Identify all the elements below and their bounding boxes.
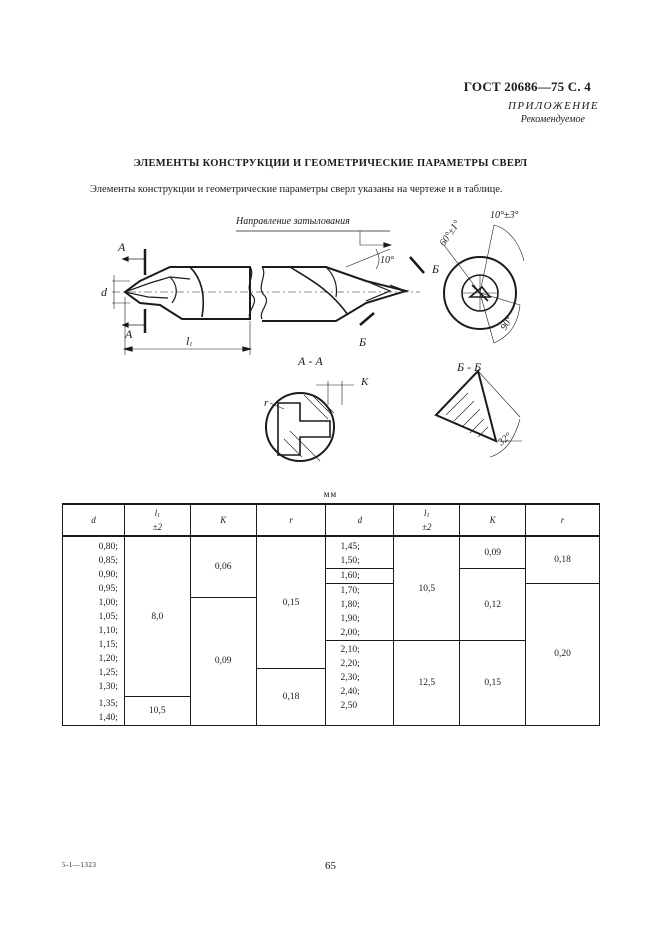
- angle-90-label: 90°: [498, 314, 516, 333]
- page-number: 65: [325, 860, 336, 872]
- parameters-table: [62, 503, 600, 726]
- l1-right-1: 10,5: [394, 536, 460, 641]
- d-values-right-4: 2,10; 2,20; 2,30; 2,40; 2,50: [326, 641, 394, 726]
- l1-left-1: 8,0: [124, 536, 190, 697]
- angle-32-label: 32°: [496, 430, 514, 449]
- d-values-left-2: 1,35; 1,40;: [63, 697, 125, 726]
- units-label: мм: [323, 489, 338, 499]
- r-label: r: [264, 397, 269, 409]
- print-code: 5-1—1323: [62, 861, 97, 869]
- k-left-2: 0,09: [190, 598, 256, 726]
- r-left-1: 0,15: [256, 536, 326, 669]
- section-b-mark-bottom: Б: [359, 335, 367, 349]
- section-b-mark-top: Б: [432, 262, 440, 276]
- header-k-2: К: [460, 504, 526, 536]
- view-aa-label: А - А: [298, 354, 323, 368]
- k-right-3: 0,15: [460, 641, 526, 726]
- section-a-mark-top: А: [118, 240, 126, 254]
- r-right-2: 0,20: [526, 584, 600, 726]
- drill-side-view: [112, 231, 424, 355]
- k-right-2: 0,12: [460, 569, 526, 641]
- k-left-1: 0,06: [190, 536, 256, 598]
- section-aa: [266, 381, 354, 461]
- section-title: ЭЛЕМЕНТЫ КОНСТРУКЦИИ И ГЕОМЕТРИЧЕСКИЕ ПАРАМЕТРЫ СВЕРЛ: [133, 158, 528, 169]
- angle-60-label: 60°±1°: [437, 218, 463, 249]
- angle-10-3-label: 10°±3°: [490, 210, 519, 221]
- intro-paragraph: Элементы конструкции и геометрические параметры сверл указаны на чертеже и в таблице.: [90, 184, 503, 195]
- header-r: r: [256, 504, 326, 536]
- recommended-label: Рекомендуемое: [520, 114, 585, 125]
- table-header-row: [63, 504, 600, 536]
- d-label: d: [101, 285, 107, 299]
- table-row: [63, 536, 600, 552]
- l1-label: l1: [186, 334, 193, 348]
- direction-label: Направление затылования: [236, 216, 350, 227]
- header-r-2: r: [526, 504, 600, 536]
- header-d-2: d: [326, 504, 394, 536]
- section-a-mark-bottom: А: [125, 327, 133, 341]
- angle-10-label: 10°: [380, 255, 394, 266]
- r-right-1: 0,18: [526, 536, 600, 584]
- k-right-1: 0,09: [460, 536, 526, 569]
- d-values-right-3: 1,70; 1,80; 1,90; 2,00;: [326, 584, 394, 641]
- l1-right-2: 12,5: [394, 641, 460, 726]
- d-values-left: 0,80; 0,85; 0,90; 0,95; 1,00; 1,05; 1,10; 1,15; 1,20; 1,25; 1,30;: [63, 536, 125, 697]
- drill-drawing: [90, 205, 550, 480]
- d-values-right-2: 1,60;: [326, 569, 394, 584]
- r-left-2: 0,18: [256, 669, 326, 726]
- l1-left-2: 10,5: [124, 697, 190, 726]
- header-k: К: [190, 504, 256, 536]
- header-l1: l1 ±2: [124, 504, 190, 536]
- standard-header: ГОСТ 20686—75 С. 4: [463, 79, 591, 94]
- view-bb-label: Б - Б: [457, 360, 482, 374]
- k-label: К: [361, 376, 369, 388]
- header-l1-2: l1 ±2: [394, 504, 460, 536]
- header-d: d: [63, 504, 125, 536]
- section-bb: [436, 371, 522, 457]
- appendix-label: ПРИЛОЖЕНИЕ: [508, 100, 599, 112]
- d-values-right-1: 1,45; 1,50;: [326, 536, 394, 569]
